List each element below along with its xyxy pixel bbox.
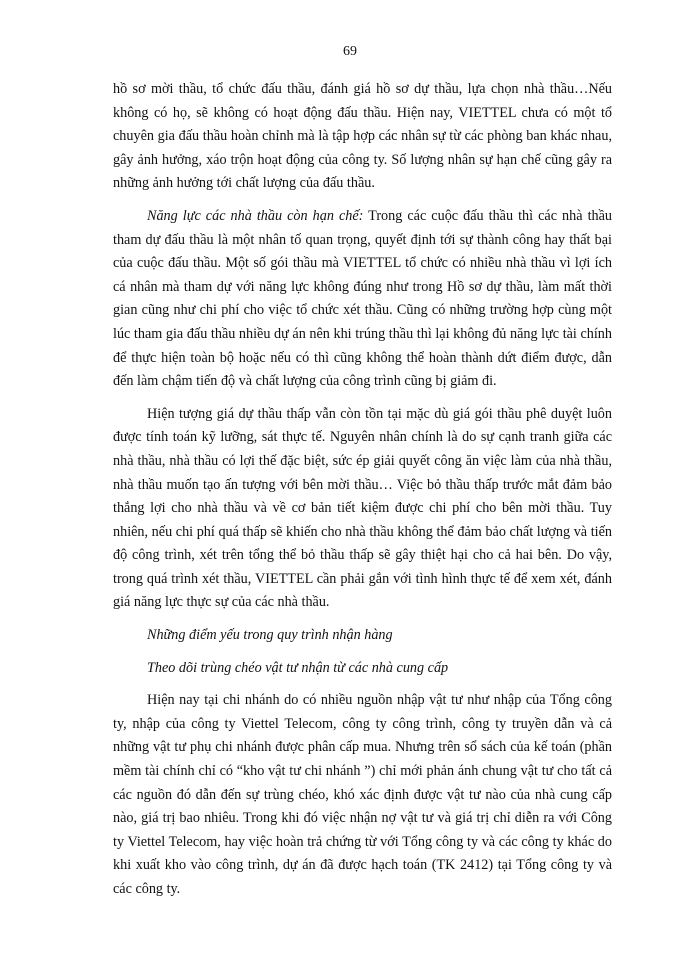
- page-number: 69: [343, 44, 357, 59]
- body-text: [113, 78, 612, 902]
- paragraph-2-body: Trong các cuộc đấu thầu thì các nhà thầu tham dự đấu thầu là một nhân tố quan trọng, quyết định tới sự thành công hay thất bại của cuộc đấu thầu. Một số gói thầu mà VIETTEL tổ chức có nhiều nhà thầu vì lợi ích cá nhân mà tham dự với năng lực không đúng như trong Hồ sơ dự thầu, làm mất thời gian cũng như chi phí cho việc tổ chức xét thầu. Cũng có những trường hợp cùng một lúc tham gia đấu thầu nhiều dự án nên khi trúng thầu thì lại không đủ năng lực tài chính để thực hiện toàn bộ hoặc nếu có thì cũng không thể hoàn thành dứt điểm được, dẫn đến làm chậm tiến độ và chất lượng của công trình cũng bị giảm đi.: [113, 207, 613, 390]
- paragraph-3: Hiện tượng giá dự thầu thấp vẫn còn tồn tại mặc dù giá gói thầu phê duyệt luôn được tính toán kỹ lưỡng, sát thực tế. Nguyên nhân chính là do sự cạnh tranh giữa các nhà thầu, nhà thầu có lợi thế đặc biệt, sức ép giải quyết công ăn việc làm của nhà thầu, nhà thầu muốn tạo ấn tượng với bên mời thầu… Việc bỏ thầu thấp trước mắt đảm bảo thắng lợi cho nhà thầu và về cơ bản tiết kiệm được chi phí cho bên mời thầu. Tuy nhiên, nếu chi phí quá thấp sẽ khiến cho nhà thầu không thể đảm bảo chất lượng và tiến độ công trình, xét trên tổng thể bỏ thầu thấp sẽ gây thiệt hại cho cả hai bên. Do vậy, trong quá trình xét thầu, VIETTEL cần phải gắn với tình hình thực tế để xem xét, đánh giá năng lực thực sự của các nhà thầu.: [113, 405, 612, 611]
- paragraph-1: hồ sơ mời thầu, tổ chức đấu thầu, đánh giá hồ sơ dự thầu, lựa chọn nhà thầu…Nếu không có họ, sẽ không có hoạt động đấu thầu. Hiện nay, VIETTEL chưa có một tổ chuyên gia đấu thầu hoàn chỉnh mà là tập hợp các nhân sự từ các phòng ban khác nhau, gây ảnh hưởng, xáo trộn hoạt động của công ty. Số lượng nhân sự hạn chế cũng gây ra những ảnh hưởng tới chất lượng của đấu thầu.: [113, 81, 612, 192]
- paragraph-2-lead: Năng lực các nhà thầu còn hạn chế:: [147, 207, 364, 224]
- section-heading-1: Những điểm yếu trong quy trình nhận hàng: [147, 627, 393, 644]
- section-heading-2: Theo dõi trùng chéo vật tư nhận từ các nhà cung cấp: [147, 659, 449, 676]
- paragraph-4: Hiện nay tại chi nhánh do có nhiều nguồn nhập vật tư như nhập của Tổng công ty, nhập của công ty Viettel Telecom, công ty công trình, công ty truyền dẫn và cả những vật tư phụ chi nhánh được phân cấp mua. Nhưng trên sổ sách của kế toán (phần mềm tài chính chỉ có “kho vật tư chi nhánh ”) chỉ mới phản ánh chung vật tư cho tất cả các nguồn đó dẫn đến sự trùng chéo, khó xác định được vật tư nào của nhà cung cấp nào, giá trị bao nhiêu. Trong khi đó việc nhận nợ vật tư và giá trị chỉ diễn ra với Công ty Viettel Telecom, hay việc hoàn trả chứng từ với Tổng công ty và các công ty khác do khi xuất kho vào công trình, dự án đã được hạch toán (TK 2412) tại Tổng công ty và các công ty.: [113, 692, 612, 897]
- paragraph-2: [113, 205, 612, 394]
